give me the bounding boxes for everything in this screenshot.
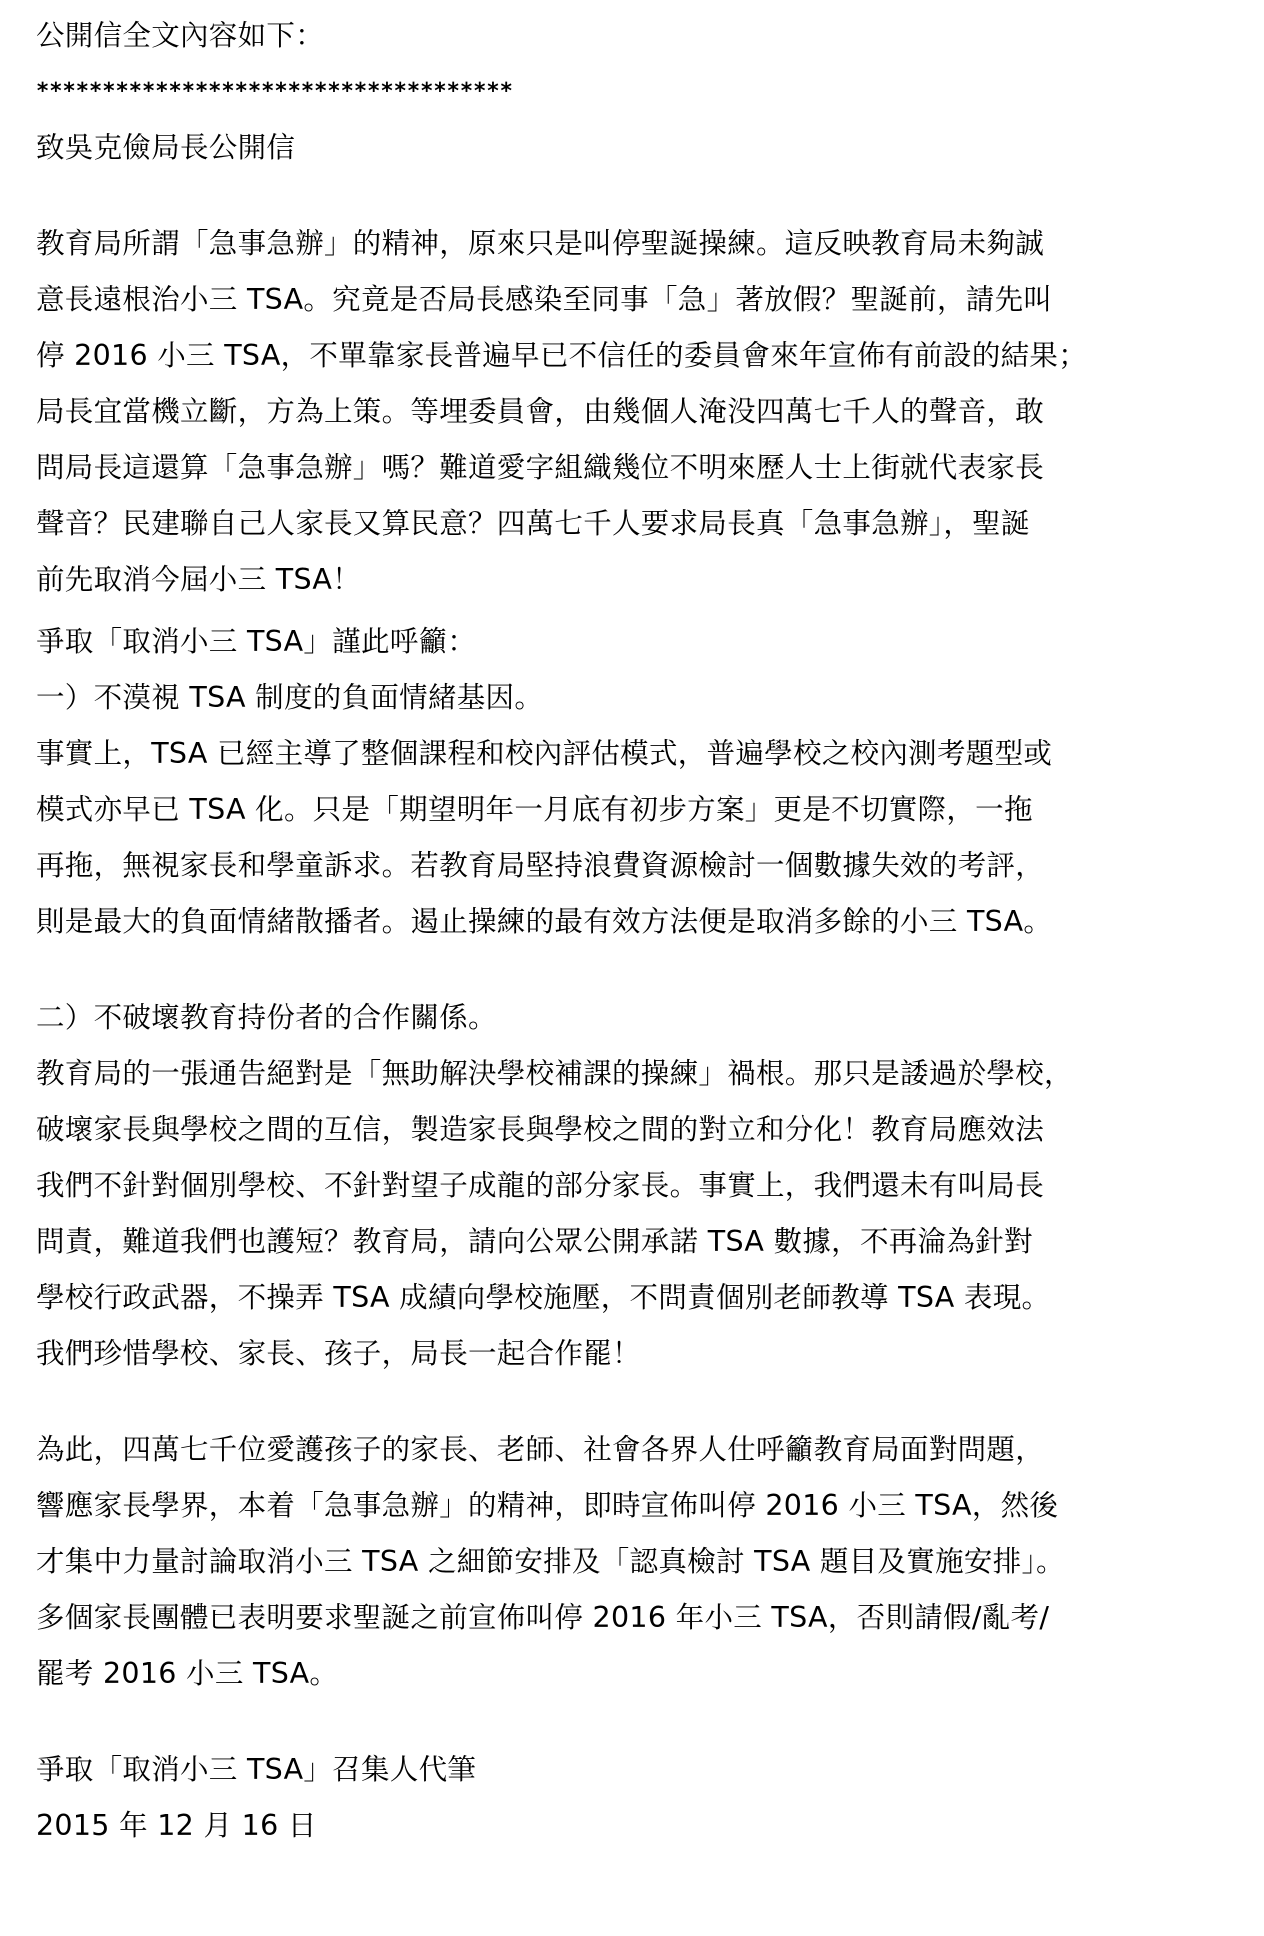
paragraph-line: 教育局的一張通告絕對是「無助解決學校補課的操練」禍根。那只是諉過於學校， [36, 1057, 1073, 1090]
paragraph-line: 事實上，TSA 已經主導了整個課程和校內評估模式，普遍學校之校內測考題型或 [36, 737, 1053, 770]
paragraph-line: 停 2016 小三 TSA，不單靠家長普遍早已不信任的委員會來年宣佈有前設的結果； [36, 339, 1088, 372]
appeal-heading: 爭取「取消小三 TSA」謹此呼籲： [36, 625, 477, 658]
point-1-body [36, 726, 1216, 950]
point-2-heading: 二）不破壞教育持份者的合作關係。 [36, 1001, 497, 1034]
signature: 爭取「取消小三 TSA」召集人代筆 [36, 1753, 477, 1786]
paragraph-line: 我們珍惜學校、家長、孩子，局長一起合作罷！ [36, 1337, 641, 1370]
paragraph-line: 聲音？民建聯自己人家長又算民意？四萬七千人要求局長真「急事急辦」，聖誕 [36, 507, 1030, 540]
paragraph-1 [36, 216, 1216, 608]
paragraph-line: 為此，四萬七千位愛護孩子的家長、老師、社會各界人仕呼籲教育局面對問題， [36, 1433, 1045, 1466]
paragraph-line: 問責，難道我們也護短？教育局，請向公眾公開承諾 TSA 數據，不再淪為針對 [36, 1225, 1033, 1258]
paragraph-line: 問局長這還算「急事急辦」嗎？難道愛字組織幾位不明來歷人士上街就代表家長 [36, 451, 1045, 484]
paragraph-line: 才集中力量討論取消小三 TSA 之細節安排及「認真檢討 TSA 題目及實施安排」。 [36, 1545, 1065, 1578]
paragraph-line: 學校行政武器，不操弄 TSA 成績向學校施壓，不問責個別老師教導 TSA 表現。 [36, 1281, 1051, 1314]
paragraph-line: 多個家長團體已表明要求聖誕之前宣佈叫停 2016 年小三 TSA，否則請假/亂考/ [36, 1601, 1050, 1634]
open-letter [36, 8, 1216, 1854]
letter-title: 致吳克儉局長公開信 [36, 131, 296, 164]
final-paragraph [36, 1422, 1216, 1702]
paragraph-line: 再拖，無視家長和學童訴求。若教育局堅持浪費資源檢討一個數據失效的考評， [36, 849, 1045, 882]
paragraph-line: 教育局所謂「急事急辦」的精神，原來只是叫停聖誕操練。這反映教育局未夠誠 [36, 227, 1045, 260]
intro-line: 公開信全文內容如下： [36, 19, 325, 52]
paragraph-line: 前先取消今屆小三 TSA！ [36, 563, 361, 596]
point-1-heading: 一）不漠視 TSA 制度的負面情緒基因。 [36, 681, 544, 714]
paragraph-line: 響應家長學界，本着「急事急辦」的精神，即時宣佈叫停 2016 小三 TSA，然後 [36, 1489, 1059, 1522]
paragraph-line: 我們不針對個別學校、不針對望子成龍的部分家長。事實上，我們還未有叫局長 [36, 1169, 1045, 1202]
paragraph-line: 則是最大的負面情緒散播者。遏止操練的最有效方法便是取消多餘的小三 TSA。 [36, 905, 1053, 938]
star-divider: ************************************ [36, 79, 513, 104]
point-2-body [36, 1046, 1216, 1382]
paragraph-line: 模式亦早已 TSA 化。只是「期望明年一月底有初步方案」更是不切實際，一拖 [36, 793, 1033, 826]
paragraph-line: 局長宜當機立斷，方為上策。等埋委員會，由幾個人淹没四萬七千人的聲音，敢 [36, 395, 1045, 428]
paragraph-line: 破壞家長與學校之間的互信，製造家長與學校之間的對立和分化！教育局應效法 [36, 1113, 1045, 1146]
paragraph-line: 罷考 2016 小三 TSA。 [36, 1657, 339, 1690]
letter-date: 2015 年 12 月 16 日 [36, 1809, 317, 1842]
paragraph-line: 意長遠根治小三 TSA。究竟是否局長感染至同事「急」著放假？聖誕前，請先叫 [36, 283, 1053, 316]
